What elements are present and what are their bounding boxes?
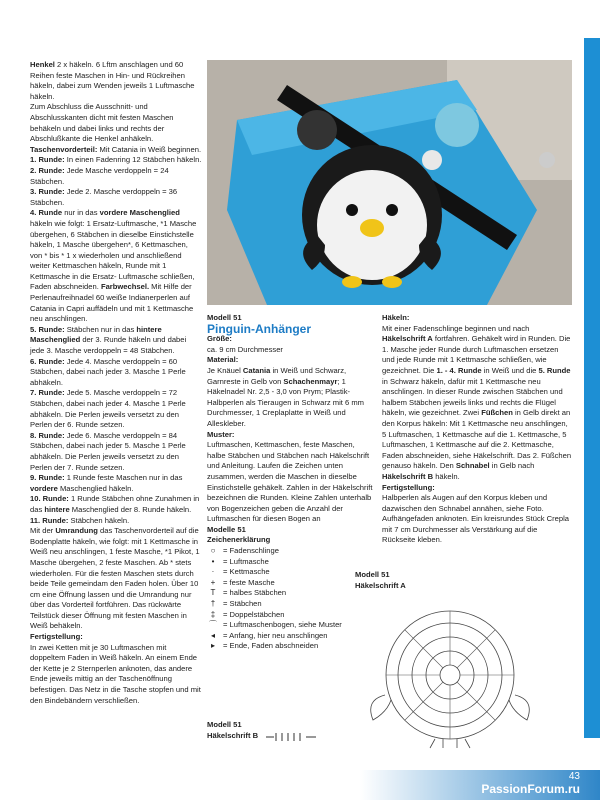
- legend-item: ⌒ = Luftmaschenbogen, siehe Muster: [209, 620, 342, 630]
- round-3: 3. Runde: Jede 2. Masche verdoppeln = 36 Stäbchen.: [30, 187, 178, 207]
- abschluss-paragraph: Zum Abschluss die Ausschnitt- und Abschlusskanten dicht mit festen Maschen behäkeln und dabei links und rechts der Abschlußkante die Henkel anhäkeln.: [30, 102, 174, 144]
- chart-a-right-wing: [509, 695, 529, 720]
- chart-a-left-wing: [371, 695, 391, 720]
- legend-title: Zeichenerklärung: [207, 535, 271, 545]
- chart-a-spokes: [386, 611, 514, 739]
- legend-item: T = halbes Stäbchen: [207, 588, 375, 599]
- haekeln-text: Mit einer Fadenschlinge beginnen und nach Häkelschrift A fortfahren. Gehäkelt wird in Runden. Die 1. Masche jeder Runde durch Luftmaschen ersetzen und jede Runde mit 1 Kettmasche schließen, wie gezeichnet. Die 1. - 4. Runde in Weiß und die 5. Runde in Schwarz häkeln, dafür mit 1 Kettmasche neu anschlingen. In dieser Runde zwischen Stäbchen und halbem Stäbchen jeweils links und rechts die Flügel häkeln, wie gezeichnet. Zwei Füßchen in Gelb direkt an den Korpus häkeln: Mit 1 Kettmasche neu anschlingen, 5 Luftmaschen, 1 Kettmasche auf die 1. Kettmasche, 5 Luftmaschen, 1 Kettmasche auf die 2. Kettmasche, Faden abschneiden, siehe Häkelschrift. Das 2. Füßchen genauso häkeln. Den Schnabel in Gelb nach Häkelschrift B häkeln.: [382, 323, 572, 481]
- material-text: Je Knäuel Catania in Weiß und Schwarz, Garnreste in Gelb von Schachenmayr; 1 Häkelnadel Nr. 2,5 - 3,0 von Prym; Plastik-Halbperlen als Tieraugen in Schwarz mit 6 mm Durchmesser, 1 Creplaplatte in Weiß und Alleskleber.: [207, 365, 365, 428]
- legend-item: † = Stäbchen: [207, 599, 375, 610]
- legend-symbol: ◂: [210, 630, 215, 640]
- model-label: Modell 51: [207, 313, 242, 322]
- chart-a-model: Modell 51: [355, 570, 390, 579]
- small-ornament: [539, 152, 555, 168]
- round-5: 5. Runde: Stäbchen nur in das hintere Maschenglied der 3. Runde häkeln und dabei jede 3. Masche verdoppeln = 48 Stäbchen.: [30, 324, 187, 356]
- fertigstellung-heading: Fertigstellung:: [30, 632, 83, 642]
- legend-item: ▸ = Ende, Faden abschneiden: [207, 641, 375, 652]
- chart-a-diagram: [355, 600, 580, 750]
- round-9: 9. Runde: 1 Runde feste Maschen nur in das vordere Maschenglied häkeln.: [30, 473, 183, 493]
- blue-side-tab: [584, 38, 600, 738]
- legend-item: • = Luftmasche: [207, 557, 375, 568]
- chart-a-labels: [355, 570, 475, 591]
- legend-symbol: ·: [211, 567, 215, 577]
- legend-symbol: ▸: [210, 641, 215, 651]
- round-8: 8. Runde: Jede 6. Masche verdoppeln = 84 Stäbchen, dabei nach jeder 5. Masche 1 Perle abhäkeln. Die Perlen jeweils versetzt zu den Perlen der 7. Runde setzen.: [30, 430, 186, 472]
- legend-item: ‡ = Doppelstäbchen: [207, 610, 375, 621]
- legend-symbol: ○: [210, 546, 216, 556]
- henkel-paragraph: Henkel 2 x häkeln. 6 Lftm anschlagen und 60 Reihen feste Maschen in Hin- und Rückreihen häkeln, dabei zum Wenden jeweils 1 Luftmasche häkeln.: [30, 60, 195, 101]
- legend-symbol: †: [210, 599, 216, 609]
- fertigstellung-text: In zwei Ketten mit je 30 Luftmaschen mit doppeltem Faden in Weiß häkeln. An einem Ende der Kette je 2 Sternperlen anknoten, das andere Ende jeweils mittig an der Taschenöffnung befestigen. Das Netz in die Tasche stopfen und mit den Bindebändern verschließen.: [30, 642, 201, 705]
- muster-heading: Muster:: [207, 429, 235, 439]
- right-fertig-heading: Fertigstellung:: [382, 482, 435, 492]
- right-fertig-text: Halbperlen als Augen auf den Korpus kleben und dazwischen den Schnabel annähen, siehe Foto. Aufhängefaden anknoten. Ein kreisrundes Stück Crepla mit 7 cm Durchmesser als Verstärkung auf die Rückseite kleben.: [382, 493, 570, 545]
- page-number: 43: [568, 771, 580, 782]
- crochet-chart-b: [207, 720, 375, 750]
- pattern-title: Pinguin-Anhänger: [207, 321, 311, 336]
- round-6: 6. Runde: Jede 4. Masche verdoppeln = 60 Stäbchen, dabei nach jeder 3. Masche 1 Perle abhäkeln.: [30, 356, 186, 387]
- haekeln-heading: Häkeln:: [382, 313, 410, 322]
- chart-b-symbols: [264, 731, 324, 743]
- symbol-legend: [207, 546, 375, 652]
- round-4: 4. Runde nur in das vordere Maschenglied häkeln wie folgt: 1 Ersatz-Luftmasche, *1 Masche übergehen, 6 Stäbchen in dieselbe Einstichstelle häkeln, 1 Masche übergehen*, 6 Kettmaschen, von * bis * 1 x wiederholen und anschließend weiter Kettmaschen häkeln, Runde mit 1 Kettmasche in die Ersatz- Luftmasche schließen, Faden abschneiden. Farbwechsel. Mit Hilfe der Perlenaufreihnadel 60 weiße Indianerperlen auf Catania in Capri auffädeln und mit 1 Kettmasche neu anschlingen.: [30, 208, 197, 324]
- legend-item: + = feste Masche: [207, 578, 375, 589]
- dark-ornament-ball: [297, 110, 337, 150]
- middle-column: [207, 313, 375, 652]
- penguin-right-foot: [382, 276, 402, 288]
- chart-b-model: Modell 51: [207, 720, 242, 729]
- legend-item: ○ = Fadenschlinge: [207, 546, 375, 557]
- left-column: [30, 60, 202, 706]
- photo-illustration: [207, 60, 572, 305]
- legend-symbol: ‡: [210, 609, 216, 619]
- silver-ornament: [422, 150, 442, 170]
- penguin-right-eye: [386, 204, 398, 216]
- size-heading: Größe:: [207, 334, 232, 344]
- penguin-photo: [207, 60, 572, 305]
- penguin-left-foot: [342, 276, 362, 288]
- round-2: 2. Runde: Jede Masche verdoppeln = 24 Stäbchen.: [30, 165, 169, 186]
- penguin-beak: [360, 219, 384, 237]
- penguin-left-eye: [346, 204, 358, 216]
- light-blue-ornament: [435, 103, 479, 147]
- legend-item: · = Kettmasche: [207, 567, 375, 578]
- material-heading: Material:: [207, 355, 239, 365]
- crochet-chart-a: [355, 570, 580, 750]
- size-text: ca. 9 cm Durchmesser: [207, 344, 283, 354]
- legend-symbol: T: [210, 588, 216, 598]
- chart-a-spoke-lines: [386, 611, 514, 739]
- round-10: 10. Runde: 1 Runde Stäbchen ohne Zunahmen in das hintere Maschenglied der 8. Runde häkeln.: [30, 494, 200, 514]
- legend-symbol: +: [210, 577, 216, 587]
- legend-item: ◂ = Anfang, hier neu anschlingen: [207, 631, 375, 642]
- umrandung-paragraph: Mit der Umrandung das Taschenvorderteil auf die Bodenplatte häkeln, wie folgt: mit 1 Kettmasche in Weiß neu anschlingen, 1 feste Masche, *1 Pikot, 1 Masche übergehen, 2 feste Maschen. Ab * stets wiederholen. Für die festen Maschen stets durch beide Teile gemeindam den Faden holen. Über 10 cm eine Öffnung lassen und die Umrandung nur über das Vorderteil fortführen. Das rückwärte Teilstück dieser Öffnung mit festen Maschen in Weiß behäkeln.: [30, 526, 200, 631]
- watermark-text: PassionForum.ru: [481, 782, 580, 796]
- legend-model: Modelle 51: [207, 524, 246, 534]
- round-7: 7. Runde: Jede 5. Masche verdoppeln = 72 Stäbchen, dabei nach jeder 4. Masche 1 Perle abhäkeln. Die Perlen jeweils versetzt zu den Perlen der 6. Runde setzen.: [30, 388, 186, 430]
- chart-a-feet: [430, 739, 470, 748]
- chart-b-title: Häkelschrift B: [207, 731, 259, 741]
- round-11: 11. Runde: Stäbchen häkeln.: [30, 515, 130, 525]
- chart-b-stitches: [266, 733, 316, 741]
- legend-symbol: ⌒: [209, 620, 217, 630]
- right-column: [382, 313, 572, 546]
- muster-text: Luftmaschen, Kettmaschen, feste Maschen, halbe Stäbchen und Stäbchen nach Häkelschrift und Anleitung. Laufen die Zeichen unten zusammen, werden die Maschen in dieselbe Einstichstelle gehäkelt. Zahlen in der Häkelschrift bezeichnen die Runden. Kleine Zahlen unterhalb von Bogenzeichen geben die Anzahl der Luftmaschen für diesen Bogen an: [207, 440, 373, 524]
- chart-a-title: Häkelschrift A: [355, 580, 406, 590]
- legend-symbol: •: [211, 556, 215, 566]
- vorderteil-paragraph: Taschenvorderteil: Mit Catania in Weiß beginnen.: [30, 144, 202, 154]
- round-1: 1. Runde: In einen Fadenring 12 Stäbchen häkeln.: [30, 155, 202, 165]
